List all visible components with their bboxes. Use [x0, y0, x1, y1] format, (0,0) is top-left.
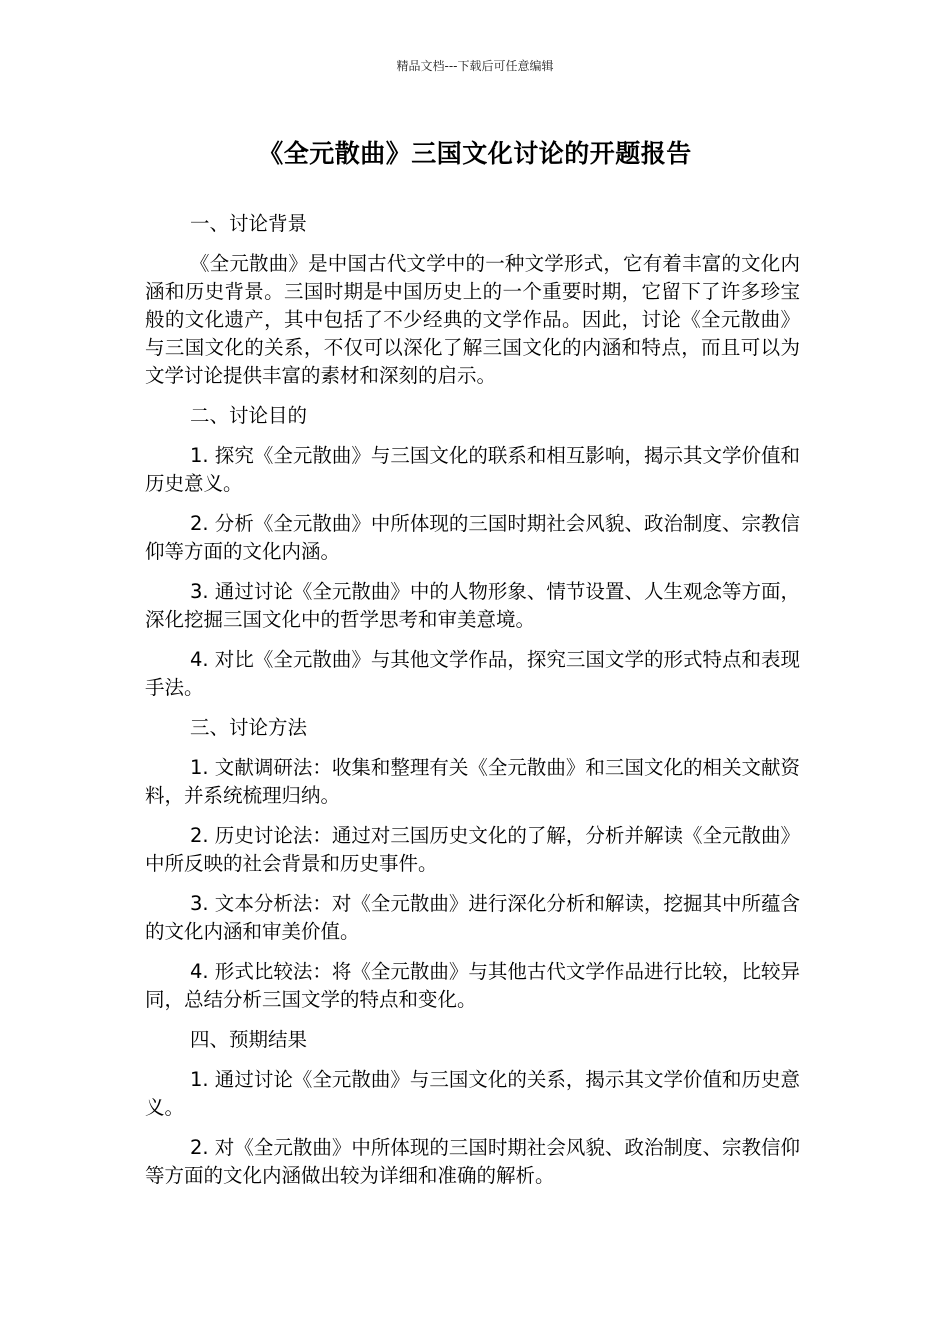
paragraph-background: 《全元散曲》是中国古代文学中的一种文学形式，它有着丰富的文化内涵和历史背景。三国时期是中国历史上的一个重要时期，它留下了许多珍宝般的文化遗产，其中包括了不少经典的文学作品。因此，讨论《全元散曲》与三国文化的关系，不仅可以深化了解三国文化的内涵和特点，而且可以为文学讨论提供丰富的素材和深刻的启示。: [145, 252, 800, 387]
section-heading-background: 一、讨论背景: [190, 212, 308, 235]
list-item-result-2: 2. 对《全元散曲》中所体现的三国时期社会风貌、政治制度、宗教信仰等方面的文化内涵做出较为详细和准确的解析。: [145, 1136, 800, 1187]
list-item-method-1: 1. 文献调研法：收集和整理有关《全元散曲》和三国文化的相关文献资料，并系统梳理归纳。: [145, 756, 800, 807]
list-item-method-4: 4. 形式比较法：将《全元散曲》与其他古代文学作品进行比较，比较异同，总结分析三国文学的特点和变化。: [145, 960, 800, 1011]
section-heading-methods: 三、讨论方法: [190, 716, 308, 739]
page-header-note: 精品文档---下载后可任意编辑: [396, 59, 554, 73]
list-item-purpose-3: 3. 通过讨论《全元散曲》中的人物形象、情节设置、人生观念等方面，深化挖掘三国文化中的哲学思考和审美意境。: [145, 580, 800, 631]
list-item-method-2: 2. 历史讨论法：通过对三国历史文化的了解，分析并解读《全元散曲》中所反映的社会背景和历史事件。: [145, 824, 800, 875]
list-item-purpose-1: 1. 探究《全元散曲》与三国文化的联系和相互影响，揭示其文学价值和历史意义。: [145, 444, 800, 495]
list-item-purpose-4: 4. 对比《全元散曲》与其他文学作品，探究三国文学的形式特点和表现手法。: [145, 648, 800, 699]
list-item-method-3: 3. 文本分析法：对《全元散曲》进行深化分析和解读，挖掘其中所蕴含的文化内涵和审美价值。: [145, 892, 800, 943]
list-item-result-1: 1. 通过讨论《全元散曲》与三国文化的关系，揭示其文学价值和历史意义。: [145, 1068, 800, 1119]
document-body: [145, 210, 800, 1202]
list-item-purpose-2: 2. 分析《全元散曲》中所体现的三国时期社会风貌、政治制度、宗教信仰等方面的文化内涵。: [145, 512, 800, 563]
document-title: 《全元散曲》三国文化讨论的开题报告: [258, 139, 692, 168]
section-heading-expected-results: 四、预期结果: [190, 1028, 308, 1051]
section-heading-purpose: 二、讨论目的: [190, 404, 308, 427]
